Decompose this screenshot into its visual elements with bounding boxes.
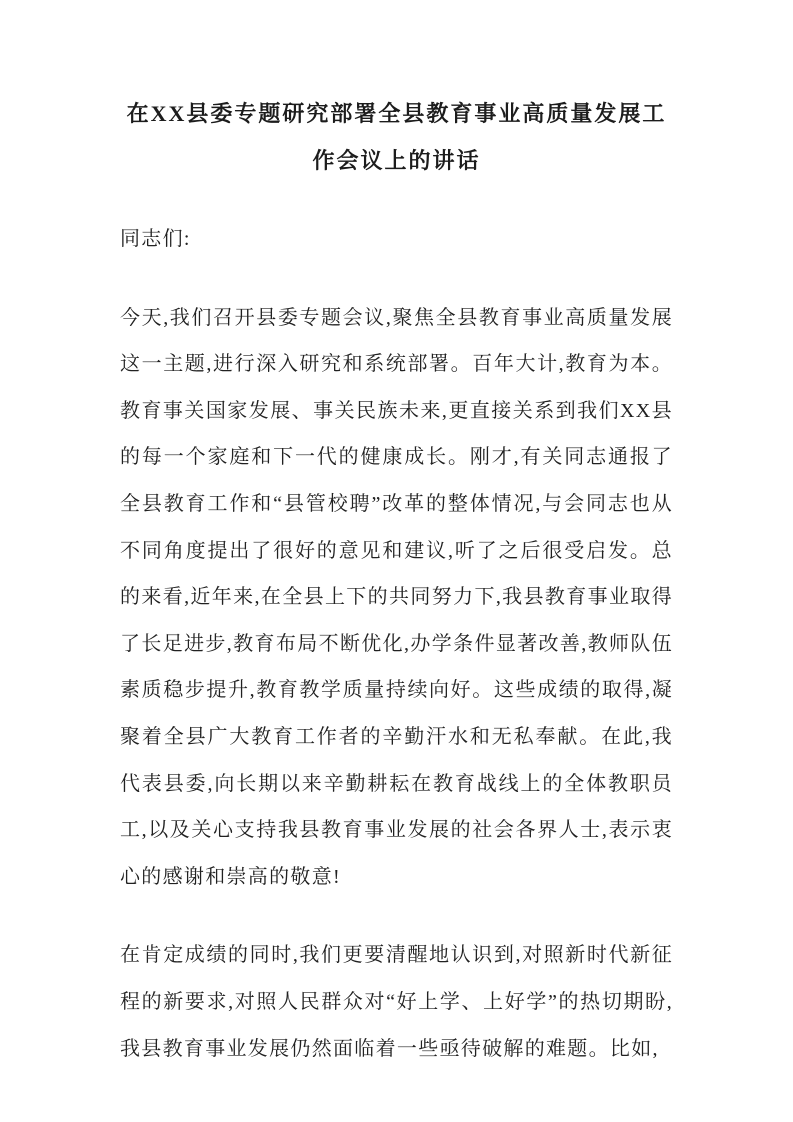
paragraph-2: 在肯定成绩的同时,我们更要清醒地认识到,对照新时代新征程的新要求,对照人民群众对“好上学、上好学”的热切期盼,我县教育事业发展仍然面临着一些亟待破解的难题。比如, — [120, 944, 673, 1060]
document-title: 在XX县委专题研究部署全县教育事业高质量发展工作会议上的讲话 — [126, 101, 667, 173]
paragraph-1: 今天,我们召开县委专题会议,聚焦全县教育事业高质量发展这一主题,进行深入研究和系统部署。百年大计,教育为本。教育事关国家发展、事关民族未来,更直接关系到我们XX县的每一个家庭和下一代的健康成长。刚才,有关同志通报了全县教育工作和“县管校聘”改革的整体情况,与会同志也从不同角度提出了很好的意见和建议,听了之后很受启发。总的来看,近年来,在全县上下的共同努力下,我县教育事业取得了长足进步,教育布局不断优化,办学条件显著改善,教师队伍素质稳步提升,教育教学质量持续向好。这些成绩的取得,凝聚着全县广大教育工作者的辛勤汗水和无私奉献。在此,我代表县委,向长期以来辛勤耕耘在教育战线上的全体教职员工,以及关心支持我县教育事业发展的社会各界人士,表示衷心的感谢和崇高的敬意! — [120, 306, 673, 888]
salutation: 同志们: — [120, 228, 191, 250]
